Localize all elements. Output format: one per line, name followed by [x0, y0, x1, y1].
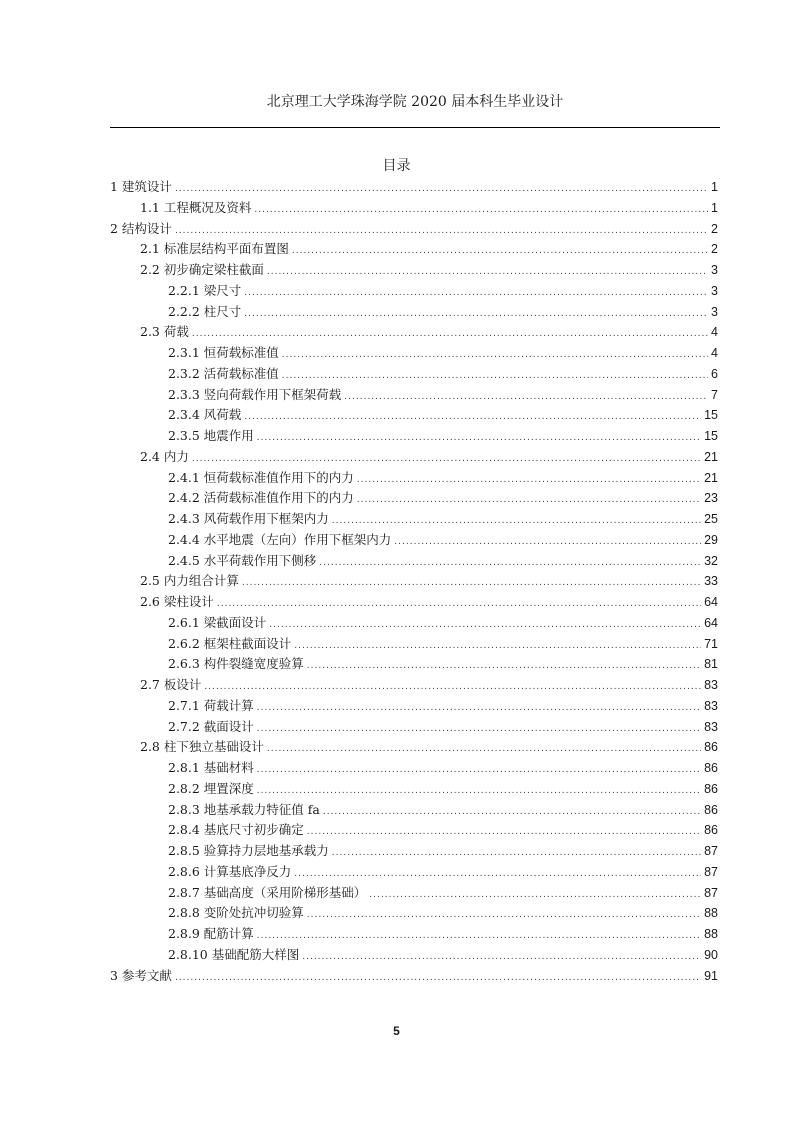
toc-entry-label: 2.4.2 活荷载标准值作用下的内力 — [168, 490, 354, 506]
toc-entry-page: 3 — [711, 304, 718, 319]
toc-entry-label: 2.8.10 基础配筋大样图 — [168, 946, 300, 962]
toc-entry[interactable] — [110, 841, 718, 862]
toc-entry-page: 90 — [704, 947, 718, 962]
toc-entry[interactable] — [110, 551, 718, 572]
toc-entry-label: 2.8.8 变阶处抗冲切验算 — [168, 905, 304, 921]
toc-entry-label: 2.3 荷载 — [140, 324, 189, 340]
toc-entry-page: 81 — [704, 657, 718, 672]
dot-leader — [217, 594, 701, 615]
dot-leader — [294, 636, 701, 657]
dot-leader — [302, 947, 701, 968]
toc-entry-page: 3 — [711, 263, 718, 277]
toc-entry[interactable] — [110, 592, 718, 613]
dot-leader — [282, 366, 708, 387]
toc-entry-label: 2.3.1 恒荷载标准值 — [168, 345, 279, 360]
dot-leader — [267, 262, 708, 283]
dot-leader — [257, 428, 701, 449]
toc-entry-page: 15 — [704, 429, 718, 443]
toc-entry[interactable] — [110, 219, 718, 240]
toc-entry-label: 2.2.1 梁尺寸 — [168, 282, 242, 298]
toc-entry-label: 2.8.6 计算基底净反力 — [168, 863, 292, 879]
dot-leader — [344, 387, 708, 408]
dot-leader — [332, 511, 701, 532]
toc-entry-page: 91 — [704, 968, 718, 983]
dot-leader — [204, 677, 701, 698]
toc-entry-label: 2.5 内力组合计算 — [140, 573, 239, 589]
dot-leader — [269, 615, 701, 636]
toc-entry-page: 7 — [711, 387, 718, 402]
toc-entry-label: 2.8.3 地基承载力特征值 fa — [168, 801, 320, 817]
page-header-title: 北京理工大学珠海学院 2020 届本科生毕业设计 — [266, 94, 564, 110]
toc-entry-label: 2.4 内力 — [140, 448, 189, 464]
toc-entry-label: 2.3.4 风荷载 — [168, 407, 242, 423]
toc-entry-page: 87 — [704, 864, 718, 879]
dot-leader — [257, 698, 701, 719]
toc-entry-page: 23 — [704, 491, 718, 506]
toc-entry[interactable] — [110, 654, 718, 675]
toc-entry-label: 3 参考文献 — [110, 967, 172, 983]
toc-entry-label: 2 结构设计 — [110, 220, 172, 236]
toc-entry[interactable] — [110, 862, 718, 883]
toc-entry[interactable] — [110, 717, 718, 738]
toc-entry-page: 21 — [704, 470, 718, 485]
dot-leader — [242, 573, 701, 594]
toc-entry-page: 21 — [704, 449, 718, 464]
dot-leader — [175, 968, 701, 989]
toc-entry-page: 15 — [704, 408, 718, 423]
toc-entry-page: 87 — [704, 844, 718, 858]
dot-leader — [307, 905, 701, 926]
toc-entry[interactable] — [110, 322, 718, 343]
toc-entry-label: 2.6.2 框架柱截面设计 — [168, 635, 292, 651]
toc-entry-page: 86 — [704, 802, 718, 817]
dot-leader — [323, 802, 701, 823]
toc-entry-label: 2.8 柱下独立基础设计 — [140, 739, 264, 755]
toc-entry-page: 4 — [711, 325, 718, 340]
toc-entry-page: 64 — [704, 595, 718, 609]
dot-leader — [307, 656, 701, 677]
toc-entry[interactable] — [110, 447, 718, 468]
toc-entry-label: 2.8.5 验算持力层地基承载力 — [168, 843, 329, 858]
dot-leader — [257, 719, 701, 740]
dot-leader — [292, 241, 708, 262]
toc-entry[interactable] — [110, 385, 718, 406]
toc-entry-label: 2.8.2 埋置深度 — [168, 780, 254, 796]
toc-entry[interactable] — [110, 571, 718, 592]
toc-entry[interactable] — [110, 530, 718, 551]
toc-entry-page: 1 — [711, 180, 718, 194]
dot-leader — [369, 885, 701, 906]
dot-leader — [257, 781, 701, 802]
page-number: 5 — [393, 1024, 400, 1038]
dot-leader — [257, 760, 701, 781]
table-of-contents — [110, 177, 718, 986]
toc-entry-page: 86 — [704, 740, 718, 755]
toc-entry-page: 83 — [704, 698, 718, 713]
dot-leader — [175, 221, 708, 242]
toc-entry[interactable] — [110, 945, 718, 966]
toc-entry-page: 88 — [704, 927, 718, 941]
toc-entry[interactable] — [110, 966, 718, 987]
toc-entry-label: 2.2 初步确定梁柱截面 — [140, 262, 264, 277]
dot-leader — [244, 407, 701, 428]
dot-leader — [257, 926, 701, 947]
toc-entry-page: 29 — [704, 532, 718, 547]
dot-leader — [244, 283, 708, 304]
toc-entry-label: 2.2.2 柱尺寸 — [168, 303, 242, 319]
toc-entry[interactable] — [110, 302, 718, 323]
toc-entry[interactable] — [110, 800, 718, 821]
toc-entry[interactable] — [110, 177, 718, 198]
toc-entry-page: 2 — [711, 221, 718, 236]
toc-entry[interactable] — [110, 737, 718, 758]
toc-entry-label: 2.4.1 恒荷载标准值作用下的内力 — [168, 469, 354, 485]
toc-entry[interactable] — [110, 613, 718, 634]
toc-entry[interactable] — [110, 488, 718, 509]
dot-leader — [357, 490, 701, 511]
dot-leader — [175, 179, 708, 200]
toc-entry-label: 2.3.3 竖向荷载作用下框架荷载 — [168, 386, 342, 402]
toc-entry-page: 64 — [704, 615, 718, 630]
toc-entry-label: 1.1 工程概况及资料 — [140, 199, 252, 215]
dot-leader — [192, 324, 708, 345]
toc-entry-page: 71 — [704, 636, 718, 651]
toc-entry-label: 2.6.1 梁截面设计 — [168, 614, 267, 630]
toc-entry-label: 2.6 梁柱设计 — [140, 594, 214, 609]
toc-entry-label: 2.8.9 配筋计算 — [168, 926, 254, 941]
toc-entry[interactable] — [110, 426, 718, 447]
toc-entry[interactable] — [110, 924, 718, 945]
toc-entry-page: 88 — [704, 906, 718, 921]
toc-entry-page: 25 — [704, 512, 718, 526]
toc-entry-label: 1 建筑设计 — [110, 179, 172, 194]
toc-entry[interactable] — [110, 281, 718, 302]
toc-entry-label: 2.4.3 风荷载作用下框架内力 — [168, 511, 329, 526]
toc-entry[interactable] — [110, 634, 718, 655]
dot-leader — [394, 532, 701, 553]
toc-entry-page: 32 — [704, 553, 718, 568]
toc-entry[interactable] — [110, 364, 718, 385]
toc-entry-label: 2.3.2 活荷载标准值 — [168, 365, 279, 381]
dot-leader — [254, 200, 708, 221]
toc-entry-page: 33 — [704, 574, 718, 589]
toc-entry[interactable] — [110, 903, 718, 924]
toc-entry-page: 3 — [711, 283, 718, 298]
toc-entry-label: 2.7 板设计 — [140, 677, 202, 692]
dot-leader — [192, 449, 701, 470]
toc-entry-page: 86 — [704, 761, 718, 775]
toc-entry[interactable] — [110, 820, 718, 841]
toc-entry-page: 1 — [711, 200, 718, 215]
dot-leader — [319, 553, 701, 574]
dot-leader — [244, 304, 708, 325]
dot-leader — [307, 822, 701, 843]
toc-entry-label: 2.8.7 基础高度（采用阶梯形基础） — [168, 884, 367, 900]
toc-entry-label: 2.7.1 荷载计算 — [168, 697, 254, 713]
dot-leader — [294, 864, 701, 885]
dot-leader — [282, 345, 708, 366]
toc-entry[interactable] — [110, 343, 718, 364]
toc-entry-label: 2.3.5 地震作用 — [168, 428, 254, 443]
toc-entry-label: 2.8.4 基底尺寸初步确定 — [168, 822, 304, 838]
toc-entry-label: 2.4.4 水平地震（左向）作用下框架内力 — [168, 531, 392, 547]
toc-entry[interactable] — [110, 260, 718, 281]
toc-entry[interactable] — [110, 198, 718, 219]
dot-leader — [332, 843, 701, 864]
toc-entry-page: 4 — [711, 346, 718, 360]
toc-entry-label: 2.6.3 构件裂缝宽度验算 — [168, 656, 304, 672]
dot-leader — [267, 739, 701, 760]
toc-entry[interactable] — [110, 758, 718, 779]
toc-entry[interactable] — [110, 509, 718, 530]
toc-entry-page: 83 — [704, 719, 718, 734]
toc-entry-page: 86 — [704, 781, 718, 796]
toc-entry[interactable] — [110, 675, 718, 696]
header-rule — [110, 127, 720, 128]
toc-entry-page: 2 — [711, 242, 718, 257]
toc-entry-page: 87 — [704, 885, 718, 900]
toc-entry[interactable] — [110, 696, 718, 717]
dot-leader — [357, 470, 701, 491]
toc-entry-label: 2.4.5 水平荷载作用下侧移 — [168, 552, 317, 568]
toc-entry[interactable] — [110, 883, 718, 904]
toc-entry[interactable] — [110, 239, 718, 260]
toc-entry[interactable] — [110, 468, 718, 489]
toc-entry-label: 2.8.1 基础材料 — [168, 760, 254, 775]
toc-title: 目录 — [382, 158, 411, 174]
toc-entry-page: 6 — [711, 366, 718, 381]
toc-entry-label: 2.1 标准层结构平面布置图 — [140, 241, 289, 257]
toc-entry[interactable] — [110, 779, 718, 800]
toc-entry-label: 2.7.2 截面设计 — [168, 718, 254, 734]
toc-entry[interactable] — [110, 405, 718, 426]
toc-entry-page: 83 — [704, 678, 718, 692]
toc-entry-page: 86 — [704, 823, 718, 838]
